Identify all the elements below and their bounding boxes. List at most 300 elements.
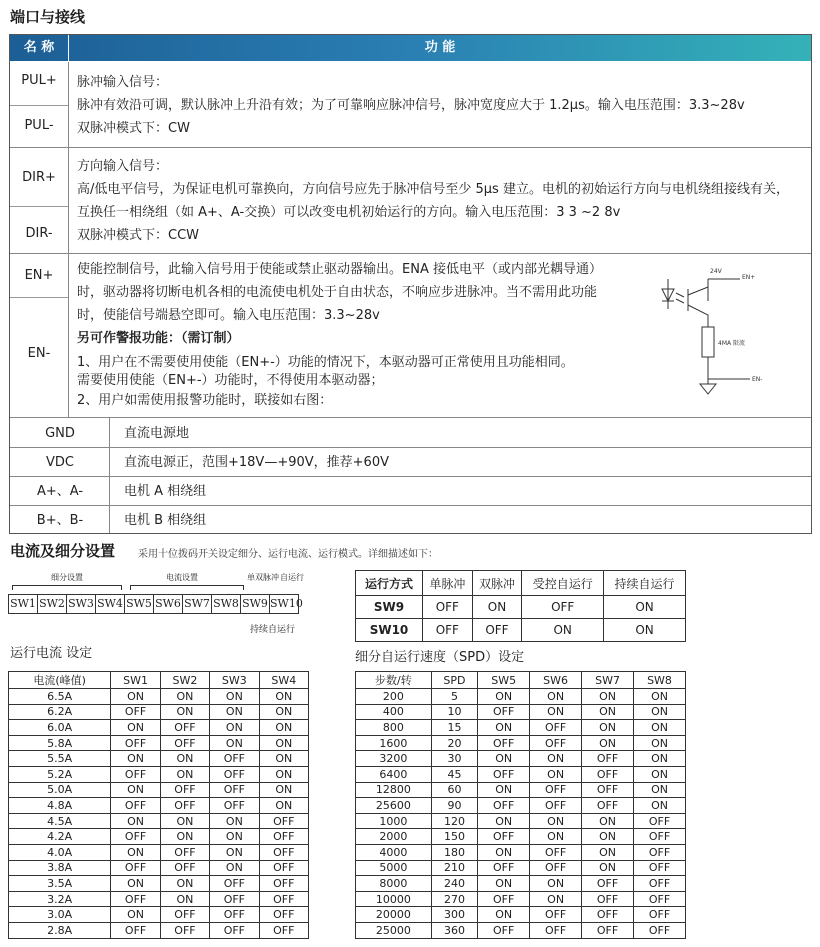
table-cell: OFF [530, 735, 582, 751]
table-cell: ON [259, 766, 308, 782]
table-cell: ON [634, 720, 686, 736]
table-cell: 3.8A [9, 860, 111, 876]
dir-line-2: 高/低电平信号，为保证电机可靠换向，方向信号应先于脉冲信号至少 5μs 建立。电机的初始运行方向与电机绕组接线有关， [77, 182, 789, 197]
table-row [9, 704, 309, 720]
table-row [9, 813, 309, 829]
table-cell: ON [259, 782, 308, 798]
mode-cell: ON [604, 596, 686, 619]
divider [10, 253, 811, 254]
table-cell: ON [634, 704, 686, 720]
en-alarm-title: 另可作警报功能：（需订制） [77, 331, 240, 346]
table-cell: OFF [111, 891, 160, 907]
gnd-desc: 直流电源地 [124, 426, 190, 441]
table-cell: ON [478, 907, 530, 923]
table-cell: ON [111, 751, 160, 767]
en-line-1: 使能控制信号，此输入信号用于使能或禁止驱动器输出。ENA 接低电平（或内部光耦导通） [77, 262, 602, 277]
table-row [9, 782, 309, 798]
table-cell: OFF [582, 782, 634, 798]
table-row [9, 735, 309, 751]
table-cell: ON [530, 829, 582, 845]
current-section-subtitle: 采用十位拨码开关设定细分、运行电流、运行模式。详细描述如下： [138, 549, 438, 560]
brace-microstep [12, 585, 122, 590]
table-cell: 3.0A [9, 907, 111, 923]
table-cell: 25000 [356, 922, 432, 938]
table-header-cell: SW6 [530, 672, 582, 689]
table-cell: ON [634, 766, 686, 782]
table-cell: OFF [478, 798, 530, 814]
table-cell: ON [160, 891, 209, 907]
table-cell: 1000 [356, 813, 432, 829]
table-cell: 800 [356, 720, 432, 736]
dip-group-microstep: 细分设置 [51, 573, 83, 582]
table-header-cell: SW1 [111, 672, 160, 689]
table-cell: 2000 [356, 829, 432, 845]
table-row [356, 720, 686, 736]
table-cell: OFF [530, 922, 582, 938]
table-header-cell: SW8 [634, 672, 686, 689]
table-cell: ON [530, 813, 582, 829]
mode-header: 双脉冲 [472, 571, 522, 596]
table-cell: ON [530, 766, 582, 782]
table-cell: OFF [160, 798, 209, 814]
table-header-cell: SPD [431, 672, 477, 689]
table-cell: ON [259, 704, 308, 720]
table-header-cell: 电流(峰值) [9, 672, 111, 689]
table-cell: 210 [431, 860, 477, 876]
dip-switch-row [8, 594, 303, 614]
table-header-cell: SW3 [210, 672, 259, 689]
table-cell: 5 [431, 689, 477, 705]
table-cell: ON [530, 891, 582, 907]
table-cell: 6.2A [9, 704, 111, 720]
table-cell: OFF [210, 891, 259, 907]
dir-line-3: 互换任一相绕组（如 A+、A-交换）可以改变电机初始运行的方向。输入电压范围：3 3 ~2 8v [77, 205, 621, 220]
table-cell: OFF [478, 891, 530, 907]
header-name: 名 称 [10, 35, 69, 61]
table-cell: OFF [111, 829, 160, 845]
label-en-plus: EN+ [742, 274, 756, 281]
table-cell: OFF [530, 844, 582, 860]
table-row [9, 720, 309, 736]
mode-header: 运行方式 [356, 571, 423, 596]
port-table-header [10, 35, 811, 61]
mode-row-label: SW9 [356, 596, 423, 619]
table-cell: 25600 [356, 798, 432, 814]
table-cell: 180 [431, 844, 477, 860]
pul-line-1: 脉冲输入信号： [77, 75, 169, 90]
table-cell: OFF [530, 720, 582, 736]
en-minus-name: EN- [27, 346, 51, 361]
table-cell: ON [111, 876, 160, 892]
divider [10, 105, 68, 106]
table-header-row [9, 672, 309, 689]
dip-group-pulse: 单双脉冲 [247, 573, 279, 582]
table-cell: 120 [431, 813, 477, 829]
label-24v: 24V [710, 268, 722, 275]
table-cell: ON [160, 876, 209, 892]
table-header-cell: SW5 [478, 672, 530, 689]
pul-line-2: 脉冲有效沿可调，默认脉冲上升沿有效；为了可靠响应脉冲信号，脉冲宽度应大于 1.2μs。输入电压范围：3.3~28v [77, 98, 745, 113]
mode-cell: OFF [472, 619, 522, 642]
resistor [702, 327, 714, 357]
table-cell: 300 [431, 907, 477, 923]
table-cell: ON [259, 720, 308, 736]
table-cell: OFF [634, 907, 686, 923]
table-cell: 200 [356, 689, 432, 705]
table-cell: 4.8A [9, 798, 111, 814]
table-cell: 4000 [356, 844, 432, 860]
table-cell: OFF [478, 829, 530, 845]
table-row [356, 876, 686, 892]
table-row [9, 689, 309, 705]
current-table-title: 运行电流 设定 [10, 646, 93, 661]
table-cell: ON [582, 735, 634, 751]
table-cell: OFF [634, 922, 686, 938]
table-cell: ON [111, 844, 160, 860]
mode-cell: OFF [522, 596, 604, 619]
dir-minus-name: DIR- [25, 226, 53, 241]
table-cell: OFF [259, 891, 308, 907]
ground-symbol [700, 384, 716, 394]
dip-sw5: SW5 [125, 595, 154, 613]
table-cell: OFF [111, 704, 160, 720]
table-cell: ON [210, 829, 259, 845]
table-cell: OFF [210, 907, 259, 923]
table-row [356, 782, 686, 798]
table-cell: 400 [356, 704, 432, 720]
table-cell: 20000 [356, 907, 432, 923]
table-row [356, 844, 686, 860]
table-header-row [356, 672, 686, 689]
table-cell: OFF [478, 922, 530, 938]
table-cell: OFF [210, 798, 259, 814]
table-cell: ON [478, 813, 530, 829]
table-cell: 4.2A [9, 829, 111, 845]
transistor-collector [688, 287, 708, 295]
table-row [9, 766, 309, 782]
table-row [9, 844, 309, 860]
table-cell: ON [530, 704, 582, 720]
table-cell: ON [582, 813, 634, 829]
table-cell: OFF [210, 751, 259, 767]
dip-bottom-label: 持续自运行 [250, 625, 296, 635]
table-cell: ON [259, 798, 308, 814]
table-cell: ON [478, 689, 530, 705]
table-cell: OFF [111, 860, 160, 876]
table-cell: ON [634, 689, 686, 705]
table-cell: 6.0A [9, 720, 111, 736]
table-cell: OFF [160, 782, 209, 798]
transistor-emitter [688, 305, 708, 327]
table-cell: OFF [582, 751, 634, 767]
brace-current [130, 585, 244, 590]
table-cell: ON [634, 751, 686, 767]
mode-cell: ON [522, 619, 604, 642]
table-cell: ON [111, 689, 160, 705]
table-cell: OFF [210, 922, 259, 938]
table-row [9, 751, 309, 767]
table-cell: ON [111, 782, 160, 798]
table-header-cell: SW4 [259, 672, 308, 689]
divider [10, 297, 68, 298]
table-cell: ON [634, 798, 686, 814]
table-cell: ON [210, 704, 259, 720]
table-cell: 5.0A [9, 782, 111, 798]
dip-sw2: SW2 [38, 595, 67, 613]
table-row [356, 922, 686, 938]
table-cell: OFF [111, 766, 160, 782]
table-row [356, 829, 686, 845]
table-cell: OFF [160, 720, 209, 736]
table-cell: 5000 [356, 860, 432, 876]
table-cell: 90 [431, 798, 477, 814]
table-cell: 10 [431, 704, 477, 720]
light-arrows [676, 293, 684, 303]
a-phase-desc: 电机 A 相绕组 [124, 484, 207, 499]
en-line-6: 需要使用使能（EN+-）功能时，不得使用本驱动器； [77, 373, 384, 388]
table-cell: ON [478, 782, 530, 798]
vdc-desc: 直流电源正，范围+18V—+90V，推荐+60V [124, 455, 389, 470]
dir-line-4: 双脉冲模式下：CCW [77, 228, 200, 243]
mode-header: 受控自运行 [522, 571, 604, 596]
table-cell: 12800 [356, 782, 432, 798]
table-header-cell: SW7 [582, 672, 634, 689]
alarm-wiring-diagram [650, 259, 770, 409]
table-cell: ON [530, 751, 582, 767]
table-cell: ON [111, 720, 160, 736]
dir-plus-name: DIR+ [22, 170, 56, 185]
table-cell: OFF [210, 782, 259, 798]
table-cell: ON [160, 829, 209, 845]
table-cell: OFF [160, 860, 209, 876]
table-cell: OFF [478, 766, 530, 782]
table-cell: OFF [582, 922, 634, 938]
table-row [356, 751, 686, 767]
divider [10, 417, 811, 418]
dip-sw1: SW1 [9, 595, 38, 613]
table-header-cell: 步数/转 [356, 672, 432, 689]
table-row [9, 876, 309, 892]
table-cell: ON [582, 689, 634, 705]
pul-minus-name: PUL- [24, 118, 54, 133]
table-cell: OFF [634, 813, 686, 829]
table-cell: 240 [431, 876, 477, 892]
table-cell: OFF [634, 829, 686, 845]
divider [10, 476, 811, 477]
table-cell: OFF [160, 735, 209, 751]
table-row [9, 860, 309, 876]
mode-cell: OFF [423, 596, 473, 619]
dip-sw9: SW9 [241, 595, 270, 613]
table-cell: 360 [431, 922, 477, 938]
label-limit: 4MA 限流 [718, 340, 746, 347]
table-cell: ON [530, 689, 582, 705]
dip-sw3: SW3 [67, 595, 96, 613]
pul-plus-name: PUL+ [21, 73, 57, 88]
table-cell: ON [210, 735, 259, 751]
table-row [356, 704, 686, 720]
table-cell: ON [259, 751, 308, 767]
speed-table [355, 671, 686, 939]
header-function: 功 能 [424, 40, 456, 55]
table-row [356, 735, 686, 751]
table-cell: OFF [160, 922, 209, 938]
table-cell: ON [259, 735, 308, 751]
speed-table-title: 细分自运行速度（SPD）设定 [355, 650, 525, 665]
table-cell: ON [160, 689, 209, 705]
table-cell: ON [634, 782, 686, 798]
dip-group-current: 电流设置 [166, 573, 198, 582]
mode-table [355, 570, 686, 642]
table-cell: 3.2A [9, 891, 111, 907]
gnd-name: GND [45, 426, 75, 441]
table-header-cell: SW2 [160, 672, 209, 689]
divider [10, 505, 811, 506]
table-cell: ON [210, 813, 259, 829]
table-cell: OFF [259, 907, 308, 923]
table-cell: 10000 [356, 891, 432, 907]
table-cell: ON [582, 829, 634, 845]
table-cell: OFF [634, 844, 686, 860]
table-row [356, 813, 686, 829]
divider [10, 147, 811, 148]
table-cell: 3200 [356, 751, 432, 767]
vdc-name: VDC [46, 455, 74, 470]
table-cell: OFF [111, 922, 160, 938]
mode-header: 单脉冲 [423, 571, 473, 596]
table-cell: OFF [160, 844, 209, 860]
table-row [356, 766, 686, 782]
table-cell: ON [160, 751, 209, 767]
divider [10, 206, 68, 207]
table-cell: OFF [478, 704, 530, 720]
table-cell: OFF [210, 766, 259, 782]
table-cell: 5.5A [9, 751, 111, 767]
table-cell: OFF [259, 876, 308, 892]
dip-sw8: SW8 [212, 595, 241, 613]
table-cell: ON [210, 844, 259, 860]
table-cell: OFF [582, 798, 634, 814]
table-cell: 6400 [356, 766, 432, 782]
table-cell: ON [160, 766, 209, 782]
table-cell: OFF [259, 829, 308, 845]
table-row [9, 829, 309, 845]
port-table [9, 34, 812, 534]
table-cell: ON [634, 735, 686, 751]
table-cell: ON [478, 876, 530, 892]
table-cell: 1600 [356, 735, 432, 751]
label-en-minus: EN- [752, 376, 763, 383]
table-cell: ON [478, 720, 530, 736]
a-phase-name: A+、A- [36, 484, 84, 499]
table-cell: 150 [431, 829, 477, 845]
table-row [9, 891, 309, 907]
b-phase-desc: 电机 B 相绕组 [124, 513, 207, 528]
table-cell: ON [160, 813, 209, 829]
mode-cell: ON [604, 619, 686, 642]
mode-row-label: SW10 [356, 619, 423, 642]
table-row [356, 907, 686, 923]
table-cell: 5.2A [9, 766, 111, 782]
en-line-5: 1、用户在不需要使用使能（EN+-）功能的情况下，本驱动器可正常使用且功能相同。 [77, 355, 574, 370]
table-cell: OFF [259, 813, 308, 829]
table-row [356, 689, 686, 705]
en-line-7: 2、用户如需使用报警功能时，联接如右图： [77, 393, 333, 408]
current-section-title: 电流及细分设置 [10, 542, 116, 560]
table-cell: 15 [431, 720, 477, 736]
table-cell: 30 [431, 751, 477, 767]
dip-sw7: SW7 [183, 595, 212, 613]
mode-cell: OFF [423, 619, 473, 642]
port-section-title: 端口与接线 [10, 8, 86, 26]
dir-line-1: 方向输入信号： [77, 159, 169, 174]
table-cell: OFF [259, 844, 308, 860]
table-cell: OFF [530, 782, 582, 798]
table-cell: 60 [431, 782, 477, 798]
table-cell: ON [210, 860, 259, 876]
table-cell: OFF [582, 876, 634, 892]
table-cell: OFF [478, 860, 530, 876]
table-cell: OFF [634, 891, 686, 907]
table-cell: 4.0A [9, 844, 111, 860]
table-row [9, 798, 309, 814]
table-cell: 270 [431, 891, 477, 907]
table-row [356, 798, 686, 814]
table-cell: OFF [634, 860, 686, 876]
table-cell: ON [582, 860, 634, 876]
table-cell: ON [111, 813, 160, 829]
table-cell: OFF [582, 891, 634, 907]
dip-sw6: SW6 [154, 595, 183, 613]
table-cell: 2.8A [9, 922, 111, 938]
table-row [356, 891, 686, 907]
en-line-3: 时，使能信号端悬空即可。输入电压范围：3.3~28v [77, 308, 380, 323]
en-plus-name: EN+ [24, 268, 54, 283]
table-cell: 4.5A [9, 813, 111, 829]
table-cell: OFF [582, 907, 634, 923]
table-cell: ON [478, 751, 530, 767]
table-cell: OFF [634, 876, 686, 892]
table-cell: 45 [431, 766, 477, 782]
table-cell: ON [582, 720, 634, 736]
table-cell: 3.5A [9, 876, 111, 892]
table-cell: ON [582, 844, 634, 860]
table-cell: ON [210, 689, 259, 705]
divider [10, 447, 811, 448]
table-cell: ON [160, 704, 209, 720]
table-cell: OFF [111, 798, 160, 814]
table-cell: OFF [259, 860, 308, 876]
table-cell: OFF [160, 907, 209, 923]
table-cell: OFF [111, 735, 160, 751]
dip-group-auto: 自运行 [280, 573, 304, 582]
mode-header: 持续自运行 [604, 571, 686, 596]
en-line-2: 时，驱动器将切断电机各相的电流使电机处于自由状态，不响应步进脉冲。当不需用此功能 [77, 285, 598, 300]
table-cell: OFF [530, 798, 582, 814]
dip-sw4: SW4 [96, 595, 125, 613]
table-cell: ON [259, 689, 308, 705]
mode-cell: ON [472, 596, 522, 619]
table-cell: OFF [478, 735, 530, 751]
b-phase-name: B+、B- [36, 513, 84, 528]
current-table [8, 671, 309, 939]
table-cell: OFF [530, 860, 582, 876]
table-cell: 8000 [356, 876, 432, 892]
dip-sw10: SW10 [270, 597, 303, 610]
table-cell: 20 [431, 735, 477, 751]
table-cell: ON [210, 720, 259, 736]
table-cell: OFF [530, 907, 582, 923]
